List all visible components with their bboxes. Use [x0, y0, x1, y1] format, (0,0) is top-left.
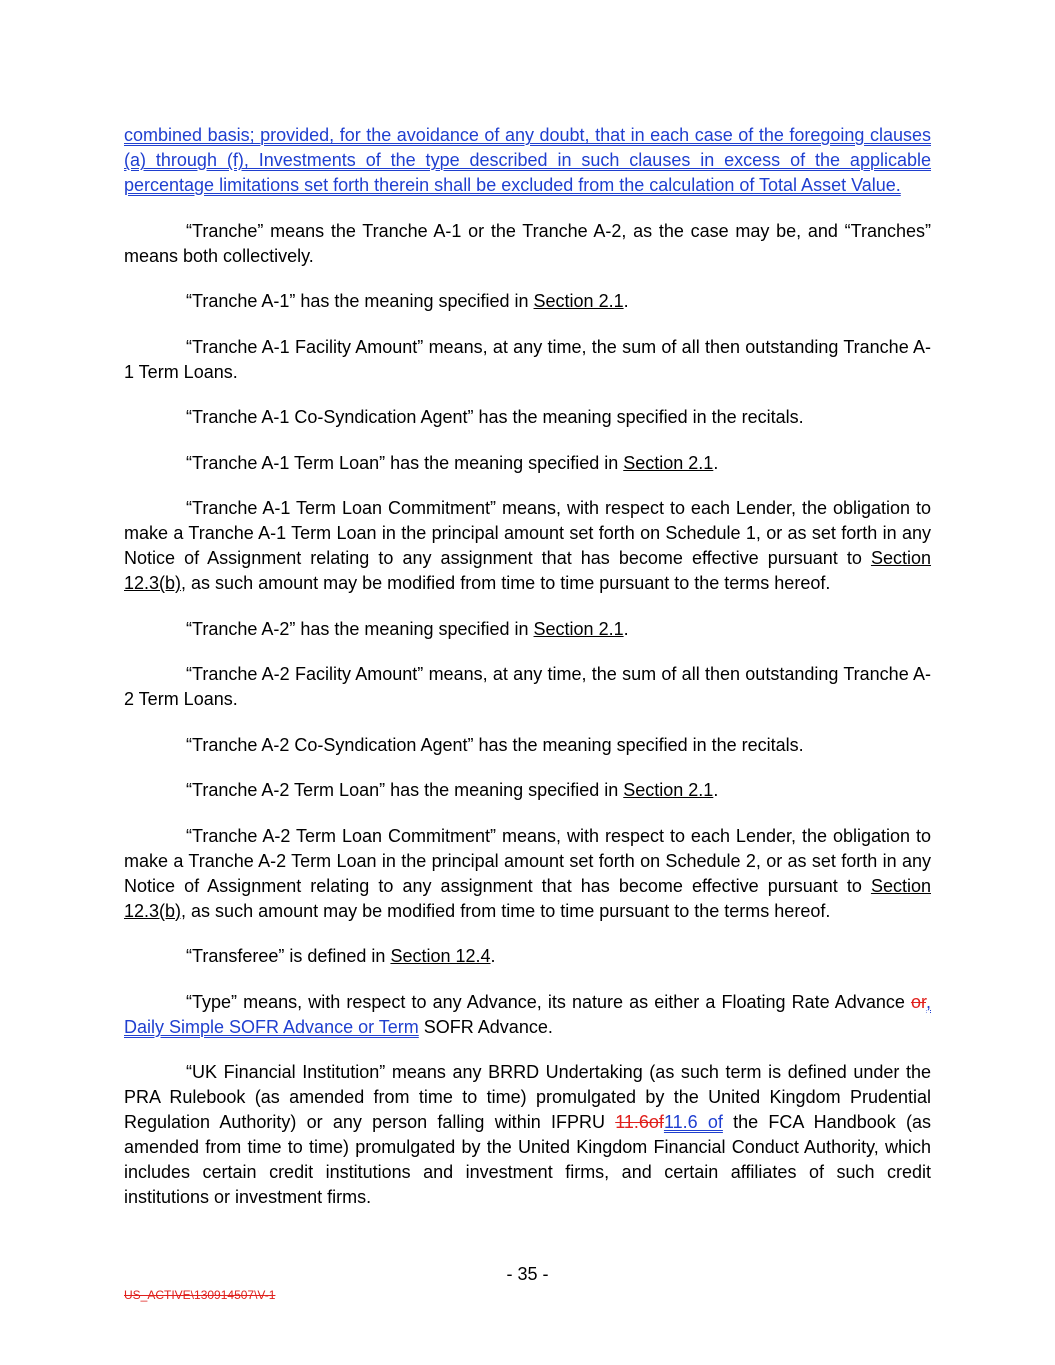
section-reference: Section 12.3(b) — [124, 875, 931, 921]
page-number: - 35 - — [506, 1264, 549, 1284]
document-id: US_ACTIVE\130914507\V-1 — [124, 1288, 276, 1302]
section-reference: Section 2.1 — [623, 780, 714, 800]
definition-tranche: “Tranche” means the Tranche A-1 or the Tranche A-2, as the case may be, and “Tranches” means both collectively. — [124, 220, 931, 266]
document-body — [124, 123, 931, 1231]
inserted-text: , Daily Simple SOFR Advance or Term — [124, 991, 931, 1037]
inserted-text: 11.6 of — [663, 1112, 723, 1132]
inserted-text: combined basis; provided, for the avoidance of any doubt, that in each case of the foregoing clauses (a) through (f), Investments of the type described in such clauses in excess of the applicable percentage limitations set forth therein shall be excluded from the calculation of Total Asset Value. — [124, 125, 931, 195]
continuation-paragraph — [124, 123, 931, 198]
definition-tranche-a1-term-loan: “Tranche A-1 Term Loan” has the meaning specified in Section 2.1. — [186, 452, 719, 473]
section-reference: Section 2.1 — [533, 618, 624, 639]
section-reference: Section 2.1 — [533, 291, 624, 311]
definition-tranche-a2-term-loan-commitment: “Tranche A-2 Term Loan Commitment” means, with respect to each Lender, the obligation to make a Tranche A-2 Term Loan in the principal amount set forth on Schedule 2, or as set forth in any Notice of Assignment relating to any assignment that has become effective pursuant to Section 12.3(b), as such amount may be modified from time to time pursuant to the terms hereof. — [124, 825, 931, 921]
section-reference: Section 12.3(b) — [124, 548, 931, 593]
definition-tranche-a1-cosyndication-agent: “Tranche A-1 Co-Syndication Agent” has the meaning specified in the recitals. — [186, 407, 804, 427]
definition-tranche-a1: “Tranche A-1” has the meaning specified in Section 2.1. — [186, 291, 629, 311]
definition-tranche-a2-facility-amount: “Tranche A-2 Facility Amount” means, at any time, the sum of all then outstanding Tranche A-2 Term Loans. — [124, 664, 931, 709]
definition-tranche-a2: “Tranche A-2” has the meaning specified in Section 2.1. — [186, 618, 629, 639]
definition-uk-financial-institution: “UK Financial Institution” means any BRRD Undertaking (as such term is defined under the PRA Rulebook (as amended from time to time) promulgated by the United Kingdom Prudential Regulation Authority) or any person falling within IFPRU 11.6of11.6 of the FCA Handbook (as amended from time to time) promulgated by the United Kingdom Financial Conduct Authority, which includes certain credit institutions and investment firms, and certain affiliates of such credit institutions or investment firms. — [124, 1062, 932, 1207]
definition-type: “Type” means, with respect to any Advance, its nature as either a Floating Rate Advance or, Daily Simple SOFR Advance or Term SOFR Advance. — [124, 991, 931, 1037]
definition-tranche-a1-facility-amount: “Tranche A-1 Facility Amount” means, at any time, the sum of all then outstanding Tranche A-1 Term Loans. — [124, 336, 931, 382]
section-reference: Section 2.1 — [623, 452, 714, 473]
definition-tranche-a2-term-loan: “Tranche A-2 Term Loan” has the meaning specified in Section 2.1. — [186, 780, 719, 800]
definition-tranche-a1-term-loan-commitment: “Tranche A-1 Term Loan Commitment” means, with respect to each Lender, the obligation to make a Tranche A-1 Term Loan in the principal amount set forth on Schedule 1, or as set forth in any Notice of Assignment relating to any assignment that has become effective pursuant to Section 12.3(b), as such amount may be modified from time to time pursuant to the terms hereof. — [124, 498, 931, 593]
definition-tranche-a2-cosyndication-agent: “Tranche A-2 Co-Syndication Agent” has the meaning specified in the recitals. — [186, 734, 804, 755]
definition-transferee: “Transferee” is defined in Section 12.4. — [186, 946, 496, 966]
deleted-text: 11.6of — [615, 1112, 664, 1132]
deleted-text: or — [910, 991, 926, 1012]
section-reference: Section 12.4 — [390, 946, 491, 966]
